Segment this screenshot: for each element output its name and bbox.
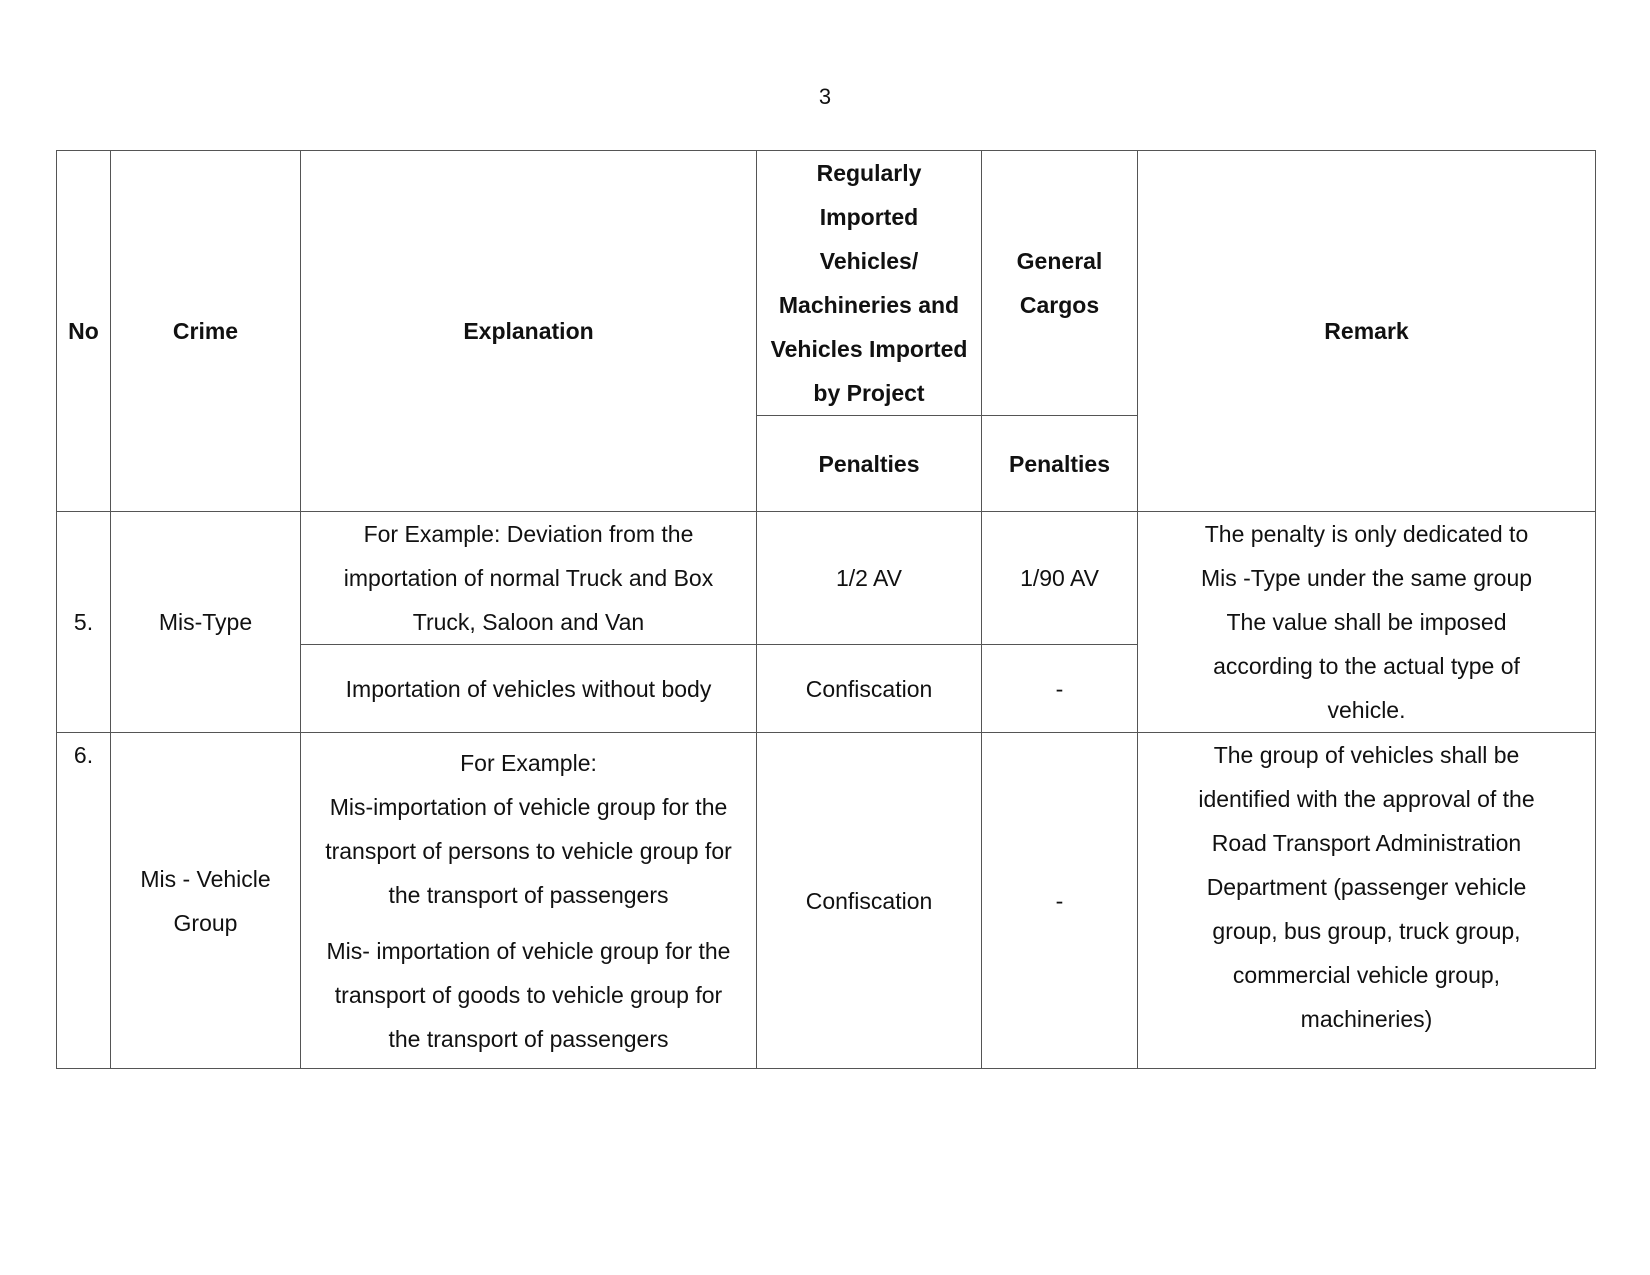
row6-explanation-line: the transport of passengers <box>388 1025 669 1052</box>
row5-remark-line: according to the actual type of <box>1213 653 1520 679</box>
header-explanation: Explanation <box>301 151 757 512</box>
header-crime: Crime <box>111 151 301 512</box>
row5-remark-line: vehicle. <box>1327 697 1406 723</box>
row5-explanation-line: importation of normal Truck and Box <box>343 565 714 591</box>
row6-explanation-line: Mis-importation of vehicle group for the <box>329 793 728 820</box>
header-row <box>57 151 1596 416</box>
row6-crime <box>111 733 301 1069</box>
row6-remark-line: commercial vehicle group, <box>1232 962 1501 988</box>
row5-crime: Mis-Type <box>111 512 301 733</box>
row5-remark-line: The value shall be imposed <box>1226 609 1507 635</box>
row5-remark <box>1138 512 1596 733</box>
row6-crime-line: Group <box>173 909 238 936</box>
row6-penalty-general: - <box>982 733 1138 1069</box>
header-regular-line: Machineries and <box>778 292 960 318</box>
row5-penalty-regular-b: Confiscation <box>757 645 982 733</box>
header-general-line: Cargos <box>1019 292 1100 318</box>
row5-penalty-general-b: - <box>982 645 1138 733</box>
row6-remark-line: Road Transport Administration <box>1211 830 1522 856</box>
row6-remark-line: identified with the approval of the <box>1198 786 1535 812</box>
row5-explanation-line: Truck, Saloon and Van <box>412 609 645 635</box>
row5-explanation-line: For Example: Deviation from the <box>363 521 694 547</box>
row6-explanation-line: For Example: <box>460 749 597 776</box>
penalty-table <box>56 150 1596 1069</box>
row6-explanation-line: Mis- importation of vehicle group for the <box>326 937 731 964</box>
row6-remark-line: The group of vehicles shall be <box>1213 742 1520 768</box>
row6-explanation-line: transport of persons to vehicle group for <box>325 837 732 864</box>
header-regular-line: Vehicles/ <box>819 248 919 274</box>
header-regular-line: Regularly Imported <box>816 160 922 230</box>
page-number: 3 <box>818 84 832 109</box>
header-remark: Remark <box>1138 151 1596 512</box>
header-general-cargos <box>982 151 1138 416</box>
header-penalties-general: Penalties <box>982 416 1138 512</box>
row5-explanation-a <box>301 512 757 645</box>
header-regular-line: Vehicles Imported <box>770 336 968 362</box>
row6-explanation <box>301 733 757 1069</box>
row6-crime-line: Mis - Vehicle <box>140 865 271 892</box>
row5-remark-line: The penalty is only dedicated to <box>1204 521 1529 547</box>
row6-remark-line: Department (passenger vehicle <box>1206 874 1527 900</box>
row5-remark-line: Mis -Type under the same group <box>1200 565 1533 591</box>
table-row-5a <box>57 512 1596 645</box>
header-penalties-regular: Penalties <box>757 416 982 512</box>
row6-remark <box>1138 733 1596 1069</box>
row5-explanation-b: Importation of vehicles without body <box>301 645 757 733</box>
header-regularly-imported <box>757 151 982 416</box>
row6-remark-line: group, bus group, truck group, <box>1212 918 1521 944</box>
row5-penalty-regular-a: 1/2 AV <box>757 512 982 645</box>
header-no: No <box>57 151 111 512</box>
row6-explanation-line: the transport of passengers <box>388 881 669 908</box>
row6-no: 6. <box>57 733 111 1069</box>
row6-remark-line: machineries) <box>1300 1006 1433 1032</box>
paragraph-gap <box>309 917 748 929</box>
row6-explanation-line: transport of goods to vehicle group for <box>334 981 723 1008</box>
header-general-line: General <box>1016 248 1103 274</box>
row5-no: 5. <box>57 512 111 733</box>
row5-penalty-general-a: 1/90 AV <box>982 512 1138 645</box>
table-row-6 <box>57 733 1596 1069</box>
header-regular-line: by Project <box>813 380 925 406</box>
row6-penalty-regular: Confiscation <box>757 733 982 1069</box>
